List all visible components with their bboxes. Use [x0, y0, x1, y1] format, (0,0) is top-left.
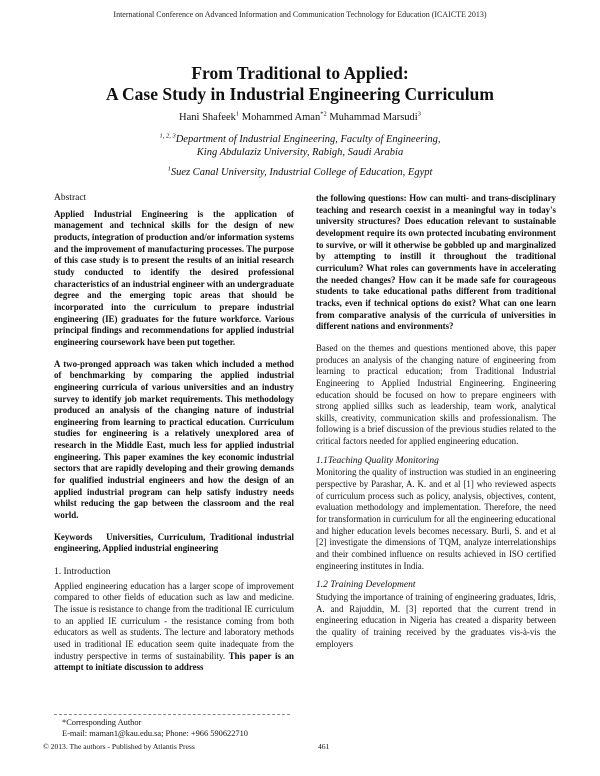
paper-title [0, 63, 600, 105]
abstract-paragraph: Applied Industrial Engineering is the application of management and technical skills for the design of new products, integration of production and/or information systems and the improvement of manufacturing processes. The purpose of this case study is to present the results of an initial research study conducted to identify the desired professional characteristics of an industrial engineer with an undergraduate degree and the emerging topic areas that should be incorporated into the curriculum to prepare industrial engineering (IE) graduates for the future workforce. Various principal findings and recommendations for applied industrial engineering coursework have been put together. [54, 208, 294, 347]
abstract-heading: Abstract [54, 193, 87, 203]
affiliation-line: Suez Canal University, Industrial College of Education, Egypt [170, 167, 433, 178]
keywords-label: Keywords [54, 531, 93, 542]
affiliation-1 [0, 133, 600, 159]
keywords [54, 532, 294, 555]
title-line-1: From Traditional to Applied: [191, 63, 409, 83]
body-paragraph [54, 581, 294, 674]
author-name: Muhammad Marsudi [329, 112, 418, 123]
intro-bold-text: This paper is an attempt to initiate discussion to address [54, 650, 294, 673]
affiliation-line: Department of Industrial Engineering, Faculty of Engineering, [175, 134, 441, 145]
author-name: Hani Shafeek [179, 112, 236, 123]
keywords-text: Universities, Curriculum, Traditional industrial engineering, Applied industrial engineering [54, 531, 294, 554]
author-sup: 1 [235, 110, 240, 118]
section-heading-introduction: 1. Introduction [54, 567, 111, 578]
abstract-paragraph: A two-pronged approach was taken which included a method of benchmarking by comparing the applied industrial engineering curricula of various universities and an industry survey to identify job market requirements. This methodology produced an analysis of the changing nature of industrial engineering from learning to practical education. Curriculum studies for engineering is a relatively unexplored area of research in the Middle East, much less for applied industrial engineering. This paper examines the key economic industrial sectors that are rapidly developing and their growing demands for qualified industrial engineers and how the design of an applied industrial program can help satisfy industry needs whilst reducing the gap between the classroom and the real world. [54, 358, 294, 521]
author-list [0, 112, 600, 123]
author-sup: 3 [417, 110, 421, 118]
subsection-heading: 1.2 Training Development [316, 580, 416, 591]
footnote-divider [54, 714, 290, 715]
affiliation-line: King Abdulaziz University, Rabigh, Saudi Arabia [196, 147, 404, 158]
title-line-2: A Case Study in Industrial Engineering Curriculum [106, 84, 494, 104]
body-paragraph: Based on the themes and questions mentioned above, this paper produces an analysis of the changing nature of engineering from learning to practical education; from Traditional Industrial Engineering to Applied Industrial Engineering. Engineering education should be focused on how to prepare engineers with strong applied sillks such as leadership, team work, analytical skills, creativity, communication skills and professionalism. The following is a brief discussion of the previous studies related to the critical factors needed for applied engineering education. [316, 342, 556, 447]
copyright-notice: © 2013. The authors - Published by Atlantis Press [43, 742, 195, 751]
affiliation-2 [0, 166, 600, 179]
footnote-line: E-mail: maman1@kau.edu.sa; Phone: +966 590622710 [62, 728, 248, 738]
footnote-line: *Corresponding Author [62, 718, 142, 727]
page-number: 461 [318, 742, 330, 751]
author-name: Mohammed Aman [241, 112, 321, 123]
intro-text: Applied engineering education has a larger scope of improvement compared to other fields of education such as law and medicine. The issue is resistance to change from the traditional IE curriculum to an applied IE curriculum - the resistance coming from both educators as well as students. The lecture and laboratory methods used in traditional IE education seem quite inadequate from the industry perspective in terms of sustainability. [54, 580, 294, 661]
right-column [316, 193, 556, 650]
subsection-heading: 1.1Teaching Quality Monitoring [316, 455, 439, 466]
left-column [54, 193, 294, 674]
body-paragraph: Monitoring the quality of instruction was studied in an engineering perspective by Parashar, A. K. and et al [1] who reviewed aspects of curriculum process such as policy, analysis, objectives, content, evaluation methodology and implementation. Therefore, the need for transformation in curriculum for all the engineering educational and higher education levels becomes necessary. Burli, S. and et al [2] investigate the dimensions of TQM, analyze interrelationships and their combined influence on results achieved in ISO certified engineering institutes in India. [316, 467, 556, 571]
footnote [54, 718, 314, 739]
questions-paragraph: the following questions: How can multi- and trans-disciplinary teaching and research coexist in a meaningful way in today's university structures? Does education relevant to sustainable development require its own protected incubating environment to survive, or will it otherwise be gobbled up and marginalized by attempting to instill it throughout the traditional curriculum? What roles can governments have in accelerating the needed changes? How can it be made safe for courageous students to take educational paths different from traditional tracks, even if technical options do exist? What can one learn from comparative analysis of the curricula of universities in different nations and environments? [316, 193, 556, 332]
affiliation-sup: 1 [167, 165, 171, 173]
author-sup: *2 [320, 110, 327, 118]
affiliation-sup: 1, 2, 3 [159, 132, 176, 140]
body-paragraph: Studying the importance of training of engineering graduates, Idris, A. and Rajuddin, M. [3] reported that the current trend in engineering education in Nigeria has created a disparity between the quality of training received by the graduates vis-à-vis the employers [316, 592, 556, 649]
running-head: International Conference on Advanced Information and Communication Technology for Education (ICAICTE 2013) [113, 10, 487, 19]
